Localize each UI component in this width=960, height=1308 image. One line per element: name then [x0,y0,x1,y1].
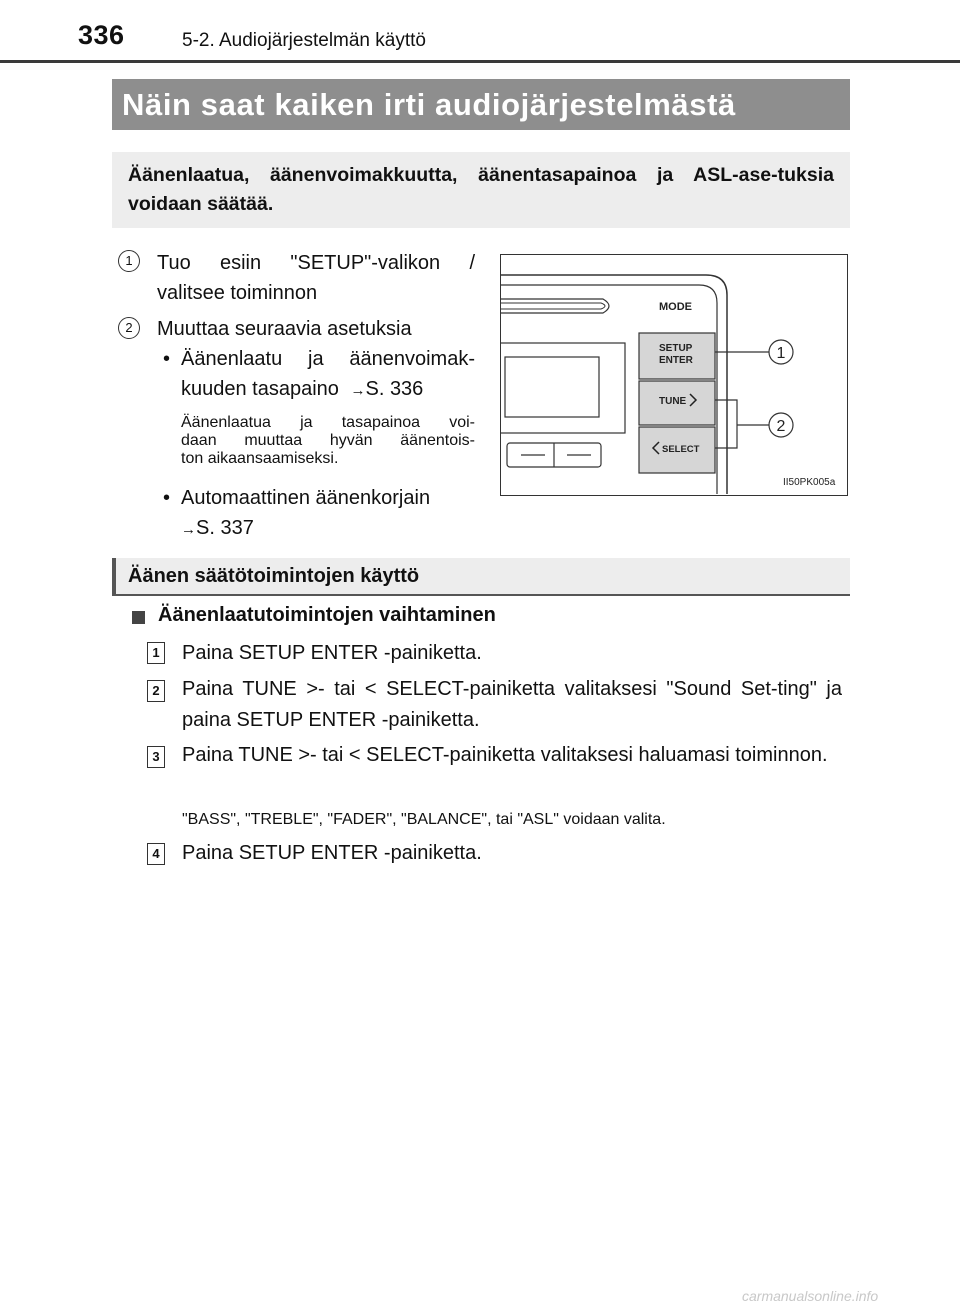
section-title: Äänen säätötoimintojen käyttö [128,565,420,587]
arrow-icon: → [350,382,366,399]
step-1-text: Paina SETUP ENTER -painiketta. [182,642,482,664]
step-marker-1: 1 [147,642,165,664]
bullet1-line2 [181,374,423,406]
section-underline [112,594,850,596]
figure-code: II50PK005a [783,477,836,488]
setup-label: SETUP [659,343,693,354]
bullet2-line2 [181,513,254,545]
section-header: 5-2. Audiojärjestelmän käyttö [182,30,426,51]
step-marker-4: 4 [147,843,165,865]
step-3-text: Paina TUNE >- tai < SELECT-painiketta valitaksesi haluamasi toiminnon. [182,744,828,766]
bullet1-text: kuuden tasapaino [181,378,339,400]
bullet-2: • [163,487,171,509]
page-number: 336 [78,20,125,50]
intro-text: Äänenlaatua, äänenvoimakkuutta, äänentasapainoa ja ASL-ase-tuksia voidaan säätää. [128,164,834,215]
title-bar [112,79,850,130]
page-ref-337[interactable]: S. 337 [196,517,254,539]
mode-label: MODE [659,301,692,313]
item-marker-2: 2 [118,317,140,339]
item1-line1: Tuo esiin "SETUP"-valikon / [157,252,475,274]
callout-2: 2 [776,418,786,435]
section-title-bar [112,558,850,595]
item-marker-1: 1 [118,250,140,272]
note-line2: daan muuttaa hyvän äänentois- [181,432,475,449]
bullet2-line1: Automaattinen äänenkorjain [181,487,431,509]
square-bullet-icon [132,611,145,624]
select-label: SELECT [662,444,700,455]
arrow-icon: → [181,521,196,538]
step-2-text: Paina TUNE >- tai < SELECT-painiketta valitaksesi "Sound Set-ting" ja paina SETUP ENTER -painiketta. [182,678,842,731]
step-marker-3: 3 [147,746,165,768]
bullet-1: • [163,348,171,370]
page-ref-336[interactable]: S. 336 [365,378,424,400]
callout-1: 1 [776,345,786,362]
step-3-note: "BASS", "TREBLE", "FADER", "BALANCE", tai "ASL" voidaan valita. [182,811,666,828]
subheading: Äänenlaatutoimintojen vaihtaminen [158,604,496,626]
item2-text: Muuttaa seuraavia asetuksia [157,318,412,340]
tune-label: TUNE [659,396,687,407]
bullet1-line1: Äänenlaatu ja äänenvoimak- [181,348,475,370]
audio-panel-illustration [501,255,846,494]
enter-label: ENTER [659,355,693,366]
page-title: Näin saat kaiken irti audiojärjestelmästä [122,87,736,122]
audio-panel-figure [500,254,848,496]
note-line1: Äänenlaatua ja tasapainoa voi- [181,414,475,431]
header-divider [0,60,960,63]
item1-line2: valitsee toiminnon [157,282,318,304]
watermark: carmanualsonline.info [742,1288,879,1304]
step-marker-2: 2 [147,680,165,702]
step-4-text: Paina SETUP ENTER -painiketta. [182,842,482,864]
note-line3: ton aikaansaamiseksi. [181,450,339,467]
intro-box [112,152,850,228]
